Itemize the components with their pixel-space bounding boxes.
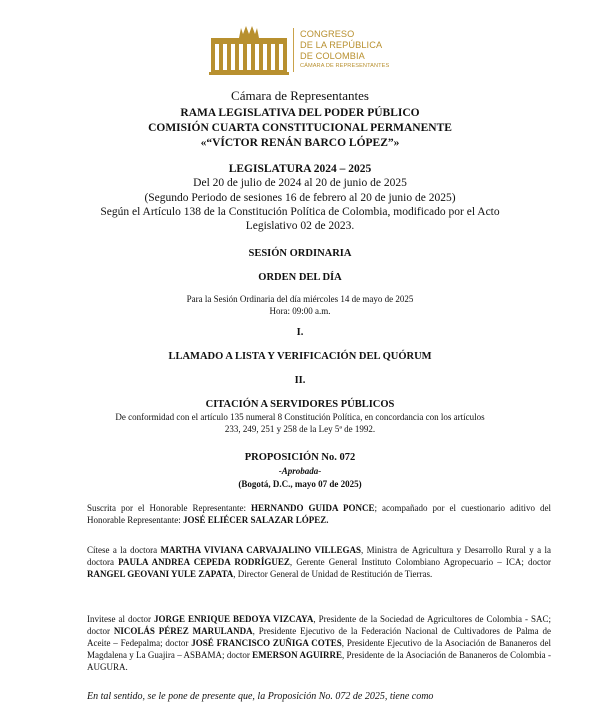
p2-name-3: RANGEL GEOVANI YULE ZAPATA [87, 569, 234, 579]
p2-text-g: , Director General de Unidad de Restitución de Tierras. [233, 569, 433, 579]
commission-name: «“VÍCTOR RENÁN BARCO LÓPEZ”» [200, 137, 400, 149]
session-type: SESIÓN ORDINARIA [248, 248, 352, 259]
logo-line-3: DE COLOMBIA [300, 51, 365, 61]
session-date: Para la Sesión Ordinaria del día miércoles 14 de mayo de 2025 [186, 294, 414, 304]
logo-line-4: CÁMARA DE REPRESENTANTES [300, 63, 390, 69]
paragraph-authors [87, 502, 551, 526]
legislature-article-line-2: Legislativo 02 de 2023. [245, 220, 355, 232]
logo-divider [293, 28, 294, 72]
p2-text-c: , Ministra de Agricultura y Desarrollo Rural y a la doctora [87, 545, 551, 567]
section-2-title: CITACIÓN A SERVIDORES PÚBLICOS [205, 399, 395, 410]
p1-author-2: JOSÉ ELIÉCER SALAZAR LÓPEZ. [182, 515, 329, 525]
paragraph-citations [87, 544, 551, 580]
p2-text-a: Cítese a la doctora [87, 545, 161, 555]
p3-text-g: , Presidente Ejecutivo de la Asociación de Bananeros del Magdalena y La Guajira – ASBAMA; doctor [87, 638, 552, 660]
branch-title: RAMA LEGISLATIVA DEL PODER PÚBLICO [180, 107, 420, 119]
section-2-desc-line-1: De conformidad con el artículo 135 numeral 8 Constitución Política, en concordancia con los artículos [115, 412, 485, 422]
p3-text-i: , Presidente de la Asociación de Bananeros de Colombia - AUGURA. [87, 650, 551, 672]
session-time: Hora: 09:00 a.m. [269, 306, 331, 316]
logo-line-2: DE LA REPÚBLICA [300, 40, 383, 50]
legislature-article-line-1: Según el Artículo 138 de la Constitución Política de Colombia, modificado por el Acto [100, 206, 500, 218]
p2-name-1: MARTHA VIVIANA CARVAJALINO VILLEGAS [160, 545, 361, 555]
section-1-number: I. [296, 327, 304, 338]
p3-name-3: JOSÉ FRANCISCO ZUÑIGA COTES [191, 638, 342, 648]
proposition-date: (Bogotá, D.C., mayo 07 de 2025) [238, 479, 362, 489]
section-1-title: LLAMADO A LISTA Y VERIFICACIÓN DEL QUÓRUM [168, 351, 432, 362]
p3-name-4: EMERSON AGUIRRE [252, 650, 342, 660]
section-2-number: II. [294, 375, 306, 386]
legislature-period: (Segundo Periodo de sesiones 16 de febrero al 20 de junio de 2025) [144, 192, 456, 204]
p2-text-e: , Gerente General Instituto Colombiano Agropecuario – ICA; doctor [289, 557, 551, 567]
p3-text-c: , Presidente de la Sociedad de Agricultores de Colombia - SAC; doctor [87, 614, 551, 636]
paragraph-partial: En tal sentido, se le pone de presente que, la Proposición No. 072 de 2025, tiene como [87, 691, 434, 702]
p3-name-2: NICOLÁS PÉREZ MARULANDA [113, 626, 253, 636]
congress-logo [209, 24, 391, 76]
capitol-building-icon [209, 24, 289, 76]
p2-name-2: PAULA ANDREA CEPEDA RODRÍGUEZ [118, 557, 290, 567]
paragraph-invitations [87, 613, 551, 673]
proposition-title: PROPOSICIÓN No. 072 [244, 452, 356, 463]
legislature-dates: Del 20 de julio de 2024 al 20 de junio de 2025 [193, 177, 407, 189]
chamber-title: Cámara de Representantes [231, 88, 369, 103]
section-2-desc-line-2: 233, 249, 251 y 258 de la Ley 5ª de 1992. [224, 424, 376, 434]
p1-text-a: Suscrita por el Honorable Representante: [87, 503, 251, 513]
p3-text-a: Invitese al doctor [87, 614, 154, 624]
p3-text-e: , Presidente Ejecutivo de la Federación Nacional de Cultivadores de Palma de Aceite – Fedepalma; doctor [87, 626, 551, 648]
commission-title: COMISIÓN CUARTA CONSTITUCIONAL PERMANENTE [148, 122, 452, 134]
logo-text [300, 24, 389, 76]
legislature-title: LEGISLATURA 2024 – 2025 [228, 163, 372, 175]
agenda-title: ORDEN DEL DÍA [258, 272, 342, 283]
p1-author-1: HERNANDO GUIDA PONCE [250, 503, 375, 513]
proposition-status: -Aprobada- [278, 466, 322, 476]
p1-text-c: ; acompañado por el cuestionario aditivo del Honorable Representante: [87, 503, 551, 525]
p3-name-1: JORGE ENRIQUE BEDOYA VIZCAYA [153, 614, 314, 624]
logo-line-1: CONGRESO [300, 29, 355, 39]
